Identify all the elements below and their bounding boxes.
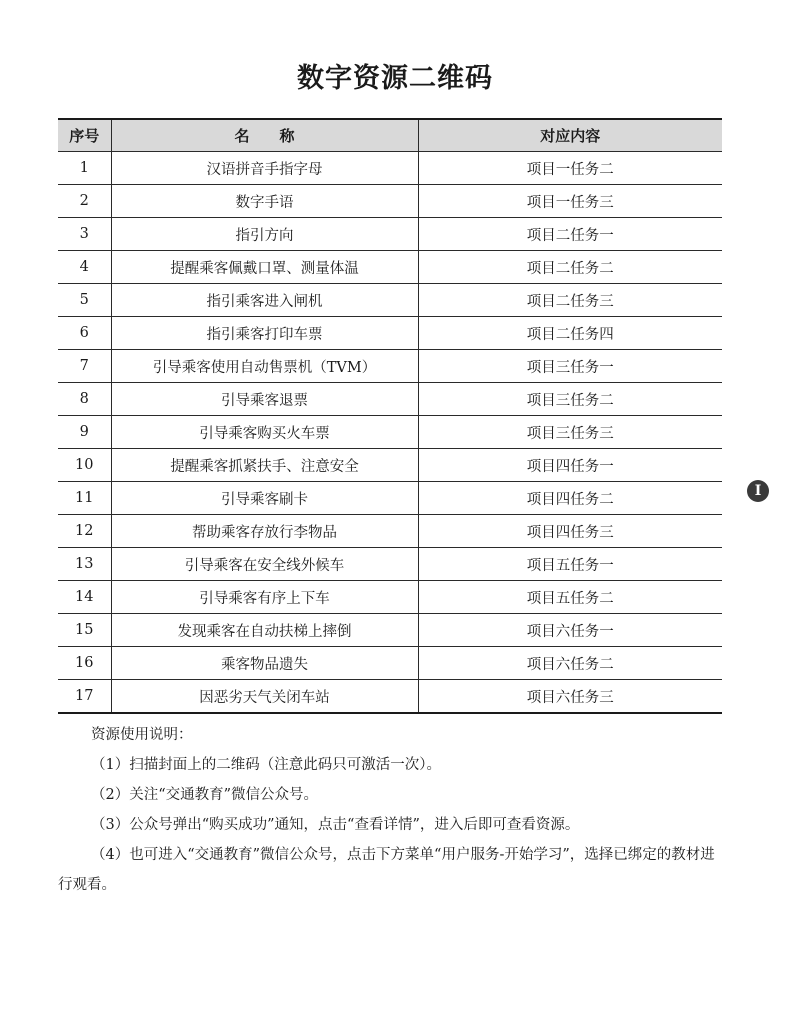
table-row <box>58 152 722 185</box>
cell-index: 5 <box>58 284 111 317</box>
cell-name: 数字手语 <box>111 185 418 218</box>
note-item: （4）也可进入“交通教育”微信公众号，点击下方菜单“用户服务-开始学习”，选择已绑定的教材进行观看。 <box>58 847 715 893</box>
cell-name: 引导乘客使用自动售票机（TVM） <box>111 350 418 383</box>
cell-index: 12 <box>58 515 111 548</box>
cell-index: 15 <box>58 614 111 647</box>
table-row <box>58 647 722 680</box>
cell-content: 项目三任务一 <box>418 350 722 383</box>
cell-index: 10 <box>58 449 111 482</box>
table-row <box>58 416 722 449</box>
cell-index: 14 <box>58 581 111 614</box>
cell-content: 项目五任务一 <box>418 548 722 581</box>
cell-name: 提醒乘客抓紧扶手、注意安全 <box>111 449 418 482</box>
cell-name: 引导乘客在安全线外候车 <box>111 548 418 581</box>
cell-name: 因恶劣天气关闭车站 <box>111 680 418 714</box>
cell-name: 引导乘客购买火车票 <box>111 416 418 449</box>
cell-name: 乘客物品遗失 <box>111 647 418 680</box>
cell-name: 帮助乘客存放行李物品 <box>111 515 418 548</box>
notes-heading: 资源使用说明： <box>91 727 193 743</box>
cell-content: 项目四任务二 <box>418 482 722 515</box>
cell-index: 17 <box>58 680 111 714</box>
column-header-index: 序号 <box>58 119 111 152</box>
table-row <box>58 449 722 482</box>
table-header-row <box>58 119 722 152</box>
table-row <box>58 581 722 614</box>
cell-name: 指引乘客打印车票 <box>111 317 418 350</box>
cell-name: 发现乘客在自动扶梯上摔倒 <box>111 614 418 647</box>
cell-name: 指引方向 <box>111 218 418 251</box>
table-row <box>58 482 722 515</box>
cell-index: 8 <box>58 383 111 416</box>
cell-index: 6 <box>58 317 111 350</box>
cell-index: 2 <box>58 185 111 218</box>
table-row <box>58 350 722 383</box>
cell-content: 项目二任务三 <box>418 284 722 317</box>
cell-index: 13 <box>58 548 111 581</box>
cell-content: 项目二任务一 <box>418 218 722 251</box>
cell-index: 16 <box>58 647 111 680</box>
cell-content: 项目四任务一 <box>418 449 722 482</box>
table-row <box>58 383 722 416</box>
cell-name: 指引乘客进入闸机 <box>111 284 418 317</box>
section-badge: I <box>747 480 769 502</box>
table-row <box>58 548 722 581</box>
table-row <box>58 515 722 548</box>
note-item: （2）关注“交通教育”微信公众号。 <box>91 787 319 803</box>
cell-index: 4 <box>58 251 111 284</box>
cell-content: 项目五任务二 <box>418 581 722 614</box>
table-row <box>58 251 722 284</box>
cell-content: 项目三任务二 <box>418 383 722 416</box>
table-body <box>58 152 722 714</box>
cell-content: 项目六任务三 <box>418 680 722 714</box>
cell-name: 引导乘客退票 <box>111 383 418 416</box>
resource-table <box>58 118 722 714</box>
cell-name: 引导乘客有序上下车 <box>111 581 418 614</box>
usage-notes <box>58 720 724 900</box>
page-title: 数字资源二维码 <box>297 63 493 94</box>
cell-index: 9 <box>58 416 111 449</box>
note-item: （3）公众号弹出“购买成功”通知，点击“查看详情”，进入后即可查看资源。 <box>91 817 580 833</box>
cell-content: 项目四任务三 <box>418 515 722 548</box>
cell-name: 引导乘客刷卡 <box>111 482 418 515</box>
cell-content: 项目三任务三 <box>418 416 722 449</box>
cell-content: 项目六任务一 <box>418 614 722 647</box>
cell-index: 7 <box>58 350 111 383</box>
cell-content: 项目一任务三 <box>418 185 722 218</box>
table-row <box>58 284 722 317</box>
column-header-content: 对应内容 <box>418 119 722 152</box>
cell-name: 汉语拼音手指字母 <box>111 152 418 185</box>
note-item: （1）扫描封面上的二维码（注意此码只可激活一次）。 <box>91 757 441 773</box>
cell-index: 3 <box>58 218 111 251</box>
table-row <box>58 680 722 714</box>
cell-content: 项目二任务二 <box>418 251 722 284</box>
cell-index: 11 <box>58 482 111 515</box>
cell-content: 项目六任务二 <box>418 647 722 680</box>
cell-name: 提醒乘客佩戴口罩、测量体温 <box>111 251 418 284</box>
cell-content: 项目二任务四 <box>418 317 722 350</box>
cell-content: 项目一任务二 <box>418 152 722 185</box>
column-header-name: 名 称 <box>111 119 418 152</box>
cell-index: 1 <box>58 152 111 185</box>
table-row <box>58 317 722 350</box>
table-row <box>58 185 722 218</box>
table-row <box>58 218 722 251</box>
table-row <box>58 614 722 647</box>
